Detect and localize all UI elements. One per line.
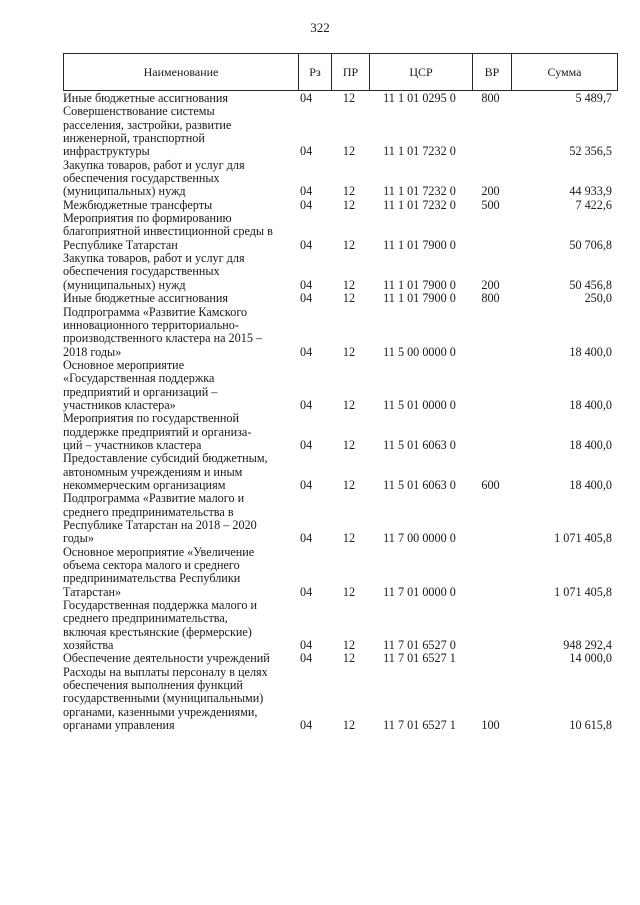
row-csr: 11 7 01 6527 0 (383, 638, 456, 653)
row-pr: 12 (342, 237, 356, 252)
row-sum: 18 400,0 (569, 477, 612, 492)
row-rz: 04 (300, 184, 313, 199)
table-header (63, 53, 618, 91)
row-rz: 04 (300, 651, 313, 666)
row-rz: 04 (300, 344, 313, 359)
row-rz: 04 (300, 477, 313, 492)
row-csr: 11 1 01 7232 0 (383, 197, 456, 212)
row-name: Закупка товаров, работ и услуг для обеспечения государственных (муниципальных) нужд (63, 157, 245, 199)
header-vr: ВР (472, 54, 511, 90)
row-csr: 11 7 01 6527 1 (383, 718, 456, 733)
row-rz: 04 (300, 91, 313, 105)
row-rz: 04 (300, 584, 313, 599)
row-name: Иные бюджетные ассигнования (63, 291, 229, 306)
row-rz: 04 (300, 291, 313, 306)
row-sum: 44 933,9 (569, 184, 612, 199)
row-name: Основное мероприятие «Увеличение объема сектора малого и среднего предпринимательства Республики Татарстан» (63, 544, 255, 599)
header-rz: Рз (298, 54, 331, 90)
row-name: Подпрограмма «Развитие Камского инновационного территориально- производственного кластера на 2015 – 2018 годы» (63, 304, 263, 359)
row-sum: 50 456,8 (569, 277, 612, 292)
row-csr: 11 5 00 0000 0 (383, 344, 456, 359)
table-row (63, 105, 618, 158)
row-vr: 200 (481, 277, 500, 292)
row-sum: 948 292,4 (563, 638, 612, 653)
row-vr: 200 (481, 184, 500, 199)
row-name: Расходы на выплаты персоналу в целях обеспечения выполнения функций государственными (муниципальными) органами, казенными учреждениями, органами управления (63, 664, 268, 733)
row-pr: 12 (342, 277, 356, 292)
row-vr: 800 (481, 291, 500, 306)
row-pr: 12 (342, 184, 356, 199)
row-csr: 11 5 01 0000 0 (383, 397, 456, 412)
row-rz: 04 (300, 277, 313, 292)
header-sum: Сумма (511, 54, 617, 90)
table-row (63, 159, 618, 199)
row-pr: 12 (342, 477, 356, 492)
row-sum: 5 489,7 (575, 91, 612, 105)
row-sum: 50 706,8 (569, 237, 612, 252)
row-csr: 11 1 01 7900 0 (383, 237, 456, 252)
row-rz: 04 (300, 397, 313, 412)
row-pr: 12 (342, 718, 356, 733)
row-sum: 14 000,0 (569, 651, 612, 666)
row-pr: 12 (342, 291, 356, 306)
row-rz: 04 (300, 718, 313, 733)
table-body (63, 92, 618, 733)
table-row (63, 452, 618, 492)
table-row (63, 306, 618, 359)
header-csr: ЦСР (369, 54, 472, 90)
row-csr: 11 1 01 7232 0 (383, 144, 456, 159)
table-row (63, 412, 618, 452)
row-name: Межбюджетные трансферты (63, 197, 213, 212)
row-pr: 12 (342, 531, 356, 546)
table-row (63, 666, 618, 733)
row-name: Мероприятия по государственной поддержке предприятий и организа- ций – участников кластера (63, 411, 252, 452)
row-rz: 04 (300, 197, 313, 212)
row-pr: 12 (342, 638, 356, 653)
row-csr: 11 5 01 6063 0 (383, 437, 456, 452)
row-pr: 12 (342, 344, 356, 359)
row-csr: 11 1 01 7900 0 (383, 277, 456, 292)
table-row (63, 199, 618, 212)
row-sum: 250,0 (584, 291, 612, 306)
row-pr: 12 (342, 144, 356, 159)
row-rz: 04 (300, 144, 313, 159)
row-sum: 1 071 405,8 (554, 531, 612, 546)
row-csr: 11 5 01 6063 0 (383, 477, 456, 492)
row-pr: 12 (342, 651, 356, 666)
row-sum: 7 422,6 (575, 197, 612, 212)
row-pr: 12 (342, 197, 356, 212)
row-vr: 800 (481, 91, 500, 105)
row-vr: 600 (481, 477, 500, 492)
table-row (63, 492, 618, 545)
row-sum: 18 400,0 (569, 397, 612, 412)
header-pr: ПР (331, 54, 369, 90)
row-csr: 11 1 01 7900 0 (383, 291, 456, 306)
row-name: Основное мероприятие «Государственная поддержка предприятий и организаций – участников кластера» (63, 357, 218, 412)
row-sum: 10 615,8 (569, 718, 612, 733)
row-csr: 11 1 01 0295 0 (383, 91, 456, 105)
table-row (63, 92, 618, 105)
table-row (63, 212, 618, 252)
row-rz: 04 (300, 531, 313, 546)
row-csr: 11 1 01 7232 0 (383, 184, 456, 199)
row-sum: 18 400,0 (569, 437, 612, 452)
row-csr: 11 7 01 0000 0 (383, 584, 456, 599)
row-csr: 11 7 00 0000 0 (383, 531, 456, 546)
row-pr: 12 (342, 437, 356, 452)
header-name: Наименование (143, 64, 219, 79)
row-pr: 12 (342, 584, 356, 599)
table-row (63, 546, 618, 599)
table-row (63, 252, 618, 292)
row-name: Подпрограмма «Развитие малого и среднего предпринимательства в Республике Татарстан на 2018 – 2020 годы» (63, 491, 257, 546)
table-row (63, 292, 618, 305)
row-vr: 100 (481, 718, 500, 733)
table-row (63, 599, 618, 652)
row-pr: 12 (342, 91, 356, 105)
row-rz: 04 (300, 638, 313, 653)
row-name: Обеспечение деятельности учреждений (63, 651, 270, 666)
row-name: Предоставление субсидий бюджетным, автономным учреждениям и иным некоммерческим организациям (63, 451, 268, 492)
table-row (63, 652, 618, 665)
row-name: Иные бюджетные ассигнования (63, 91, 229, 105)
row-rz: 04 (300, 437, 313, 452)
row-csr: 11 7 01 6527 1 (383, 651, 456, 666)
row-name: Совершенствование системы расселения, застройки, развитие инженерной, транспортной инфраструктуры (63, 104, 232, 159)
table-row (63, 359, 618, 412)
row-sum: 18 400,0 (569, 344, 612, 359)
row-rz: 04 (300, 237, 313, 252)
row-name: Мероприятия по формированию благоприятной инвестиционной среды в Республике Татарстан (63, 211, 273, 252)
row-pr: 12 (342, 397, 356, 412)
row-sum: 52 356,5 (569, 144, 612, 159)
row-name: Государственная поддержка малого и среднего предпринимательства, включая крестьянские (фермерские) хозяйства (63, 598, 258, 653)
row-name: Закупка товаров, работ и услуг для обеспечения государственных (муниципальных) нужд (63, 251, 245, 292)
row-sum: 1 071 405,8 (554, 584, 612, 599)
row-vr: 500 (481, 197, 500, 212)
page-number: 322 (310, 20, 330, 35)
